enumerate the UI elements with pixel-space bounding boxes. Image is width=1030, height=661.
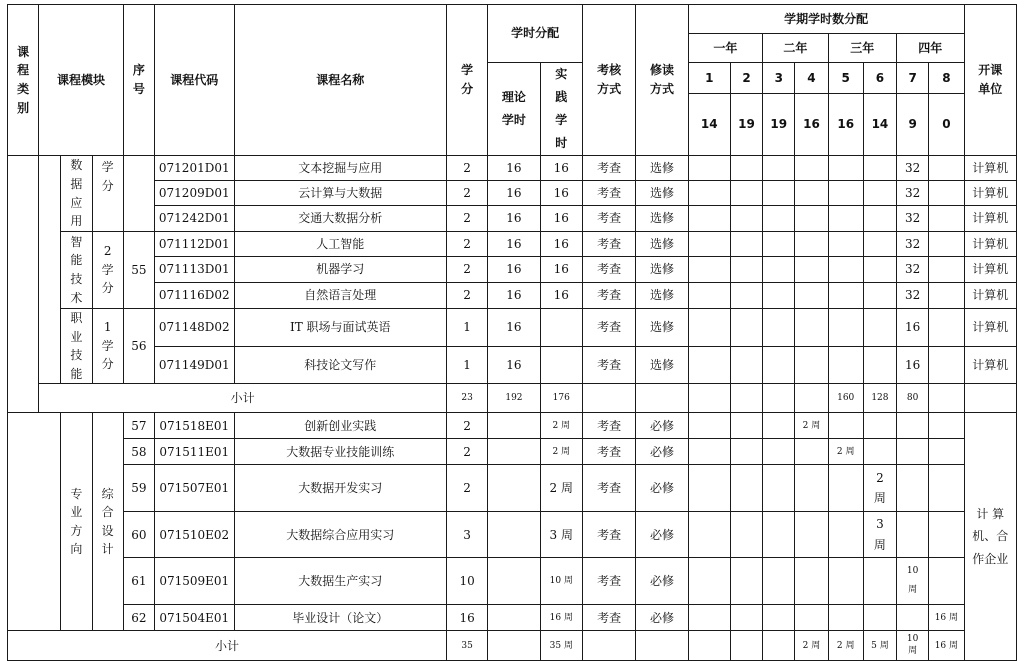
table-row <box>8 558 1017 605</box>
semester-5: 5 <box>828 63 863 94</box>
semester-4: 4 <box>795 63 828 94</box>
course-assess: 考查 <box>582 283 635 309</box>
course-assess: 考查 <box>582 439 635 465</box>
seq-55: 55 <box>123 232 154 309</box>
subtotal-s8: 16 周 <box>929 631 964 661</box>
course-dept: 计算机 <box>964 206 1017 232</box>
weeks-4: 16 <box>795 94 828 156</box>
course-seq: 57 <box>123 413 154 439</box>
course-study: 必修 <box>636 558 688 605</box>
course-theory: 16 <box>488 232 540 257</box>
table-row <box>8 465 1017 512</box>
course-study: 必修 <box>636 439 688 465</box>
course-study: 选修 <box>636 156 688 181</box>
course-s5: 2 周 <box>828 439 863 465</box>
course-credit: 3 <box>446 512 487 558</box>
weeks-3: 19 <box>763 94 795 156</box>
course-study: 选修 <box>636 206 688 232</box>
course-practice: 3 周 <box>540 512 582 558</box>
course-s4: 2 周 <box>795 413 828 439</box>
course-practice: 16 <box>540 206 582 232</box>
course-practice <box>540 346 582 384</box>
subtotal-row <box>8 631 1017 661</box>
course-seq: 60 <box>123 512 154 558</box>
module-career-credit: 1学分 <box>92 309 123 384</box>
course-credit: 2 <box>446 156 487 181</box>
course-dept: 计算机 <box>964 283 1017 309</box>
direction-spacer <box>8 413 61 631</box>
course-theory: 16 <box>488 206 540 232</box>
course-credit: 1 <box>446 346 487 384</box>
header-code: 课程代码 <box>154 5 234 156</box>
course-code: 071518E01 <box>154 413 234 439</box>
course-study: 选修 <box>636 283 688 309</box>
subtotal-s5: 160 <box>828 384 863 413</box>
course-credit: 2 <box>446 439 487 465</box>
course-name: 毕业设计（论文） <box>234 605 446 631</box>
subtotal-label: 小计 <box>39 384 447 413</box>
course-practice: 16 <box>540 257 582 283</box>
table-row <box>8 413 1017 439</box>
course-theory: 16 <box>488 181 540 206</box>
course-study: 必修 <box>636 512 688 558</box>
subtotal-credit: 35 <box>446 631 487 661</box>
course-practice <box>540 309 582 347</box>
subtotal-s4: 2 周 <box>795 631 828 661</box>
course-s6: 3 周 <box>863 512 896 558</box>
course-seq: 62 <box>123 605 154 631</box>
header-year-4: 四年 <box>897 34 964 63</box>
course-study: 必修 <box>636 413 688 439</box>
course-code: 071511E01 <box>154 439 234 465</box>
course-name: 文本挖掘与应用 <box>234 156 446 181</box>
course-study: 选修 <box>636 232 688 257</box>
header-name: 课程名称 <box>234 5 446 156</box>
table-row <box>8 605 1017 631</box>
course-assess: 考查 <box>582 206 635 232</box>
course-theory: 16 <box>488 346 540 384</box>
curriculum-table <box>7 4 1017 661</box>
module-direction: 专业方向 <box>61 413 92 631</box>
course-credit: 16 <box>446 605 487 631</box>
course-study: 选修 <box>636 309 688 347</box>
table-row <box>8 257 1017 283</box>
course-assess: 考查 <box>582 465 635 512</box>
course-code: 071148D02 <box>154 309 234 347</box>
header-theory: 理论学时 <box>488 63 540 156</box>
course-code: 071504E01 <box>154 605 234 631</box>
course-s7: 16 <box>897 309 929 347</box>
course-theory: 16 <box>488 283 540 309</box>
course-s7: 16 <box>897 346 929 384</box>
course-credit: 10 <box>446 558 487 605</box>
course-assess: 考查 <box>582 512 635 558</box>
course-name: 人工智能 <box>234 232 446 257</box>
course-practice: 16 <box>540 181 582 206</box>
course-code: 071510E02 <box>154 512 234 558</box>
table-row <box>8 309 1017 347</box>
subtotal-row <box>8 384 1017 413</box>
course-assess: 考查 <box>582 558 635 605</box>
header-year-2: 二年 <box>763 34 828 63</box>
module-ai: 智能技术 <box>61 232 92 309</box>
subtotal-label: 小计 <box>8 631 447 661</box>
subtotal-practice: 176 <box>540 384 582 413</box>
table-row <box>8 346 1017 384</box>
header-assess: 考核方式 <box>582 5 635 156</box>
table-row <box>8 156 1017 181</box>
course-study: 选修 <box>636 181 688 206</box>
module-spacer <box>39 156 61 384</box>
seq-56: 56 <box>123 309 154 384</box>
weeks-5: 16 <box>828 94 863 156</box>
course-dept: 计算机 <box>964 257 1017 283</box>
course-s7: 32 <box>897 156 929 181</box>
subtotal-s5: 2 周 <box>828 631 863 661</box>
header-hours-dist: 学时分配 <box>488 5 583 63</box>
header-module: 课程模块 <box>39 5 124 156</box>
course-code: 071116D02 <box>154 283 234 309</box>
weeks-7: 9 <box>897 94 929 156</box>
course-credit: 2 <box>446 181 487 206</box>
subtotal-s7: 10 周 <box>897 631 929 661</box>
weeks-1: 14 <box>688 94 730 156</box>
course-practice: 2 周 <box>540 465 582 512</box>
course-practice: 16 周 <box>540 605 582 631</box>
course-seq: 61 <box>123 558 154 605</box>
header-dept: 开课单位 <box>964 5 1017 156</box>
course-credit: 2 <box>446 257 487 283</box>
course-name: 交通大数据分析 <box>234 206 446 232</box>
course-name: 大数据专业技能训练 <box>234 439 446 465</box>
course-dept: 计算机 <box>964 156 1017 181</box>
course-theory: 16 <box>488 309 540 347</box>
course-dept: 计算机 <box>964 309 1017 347</box>
course-assess: 考查 <box>582 257 635 283</box>
subtotal-credit: 23 <box>446 384 487 413</box>
course-credit: 2 <box>446 206 487 232</box>
table-row <box>8 181 1017 206</box>
course-seq: 59 <box>123 465 154 512</box>
semester-3: 3 <box>763 63 795 94</box>
table-row <box>8 232 1017 257</box>
module-data-app: 数据应用 <box>61 156 92 232</box>
course-code: 071209D01 <box>154 181 234 206</box>
header-semester-dist: 学期学时数分配 <box>688 5 964 34</box>
table-row <box>8 439 1017 465</box>
course-credit: 1 <box>446 309 487 347</box>
module-comprehensive: 综合设计 <box>92 413 123 631</box>
course-practice: 16 <box>540 283 582 309</box>
weeks-8: 0 <box>929 94 964 156</box>
course-name: 创新创业实践 <box>234 413 446 439</box>
course-credit: 2 <box>446 232 487 257</box>
course-s6: 2 周 <box>863 465 896 512</box>
course-s8: 16 周 <box>929 605 964 631</box>
course-practice: 16 <box>540 232 582 257</box>
course-theory: 16 <box>488 156 540 181</box>
course-assess: 考查 <box>582 156 635 181</box>
weeks-6: 14 <box>863 94 896 156</box>
header-practice: 实践学时 <box>540 63 582 156</box>
header-credit: 学分 <box>446 5 487 156</box>
course-assess: 考查 <box>582 309 635 347</box>
course-theory: 16 <box>488 257 540 283</box>
course-practice: 2 周 <box>540 413 582 439</box>
course-name: 大数据开发实习 <box>234 465 446 512</box>
header-year-3: 三年 <box>828 34 896 63</box>
course-assess: 考查 <box>582 605 635 631</box>
course-study: 选修 <box>636 257 688 283</box>
course-credit: 2 <box>446 283 487 309</box>
subtotal-s6: 5 周 <box>863 631 896 661</box>
course-practice: 10 周 <box>540 558 582 605</box>
course-code: 071201D01 <box>154 156 234 181</box>
semester-2: 2 <box>730 63 762 94</box>
table-row <box>8 512 1017 558</box>
module-career: 职业技能 <box>61 309 92 384</box>
weeks-2: 19 <box>730 94 762 156</box>
module-data-app-credit: 学分 <box>92 156 123 232</box>
module-ai-credit: 2学分 <box>92 232 123 309</box>
semester-1: 1 <box>688 63 730 94</box>
course-name: 大数据综合应用实习 <box>234 512 446 558</box>
course-assess: 考查 <box>582 181 635 206</box>
course-assess: 考查 <box>582 232 635 257</box>
course-name: 大数据生产实习 <box>234 558 446 605</box>
header-year-1: 一年 <box>688 34 763 63</box>
course-name: 自然语言处理 <box>234 283 446 309</box>
course-s7: 32 <box>897 232 929 257</box>
semester-8: 8 <box>929 63 964 94</box>
header-category: 课程类别 <box>8 5 39 156</box>
course-name: 机器学习 <box>234 257 446 283</box>
course-name: IT 职场与面试英语 <box>234 309 446 347</box>
course-s7: 32 <box>897 283 929 309</box>
course-name: 科技论文写作 <box>234 346 446 384</box>
table-row <box>8 206 1017 232</box>
subtotal-s6: 128 <box>863 384 896 413</box>
course-name: 云计算与大数据 <box>234 181 446 206</box>
course-study: 选修 <box>636 346 688 384</box>
course-s7: 32 <box>897 181 929 206</box>
course-assess: 考查 <box>582 346 635 384</box>
course-study: 必修 <box>636 465 688 512</box>
course-seq: 58 <box>123 439 154 465</box>
semester-6: 6 <box>863 63 896 94</box>
course-practice: 2 周 <box>540 439 582 465</box>
semester-7: 7 <box>897 63 929 94</box>
course-s7: 10 周 <box>897 558 929 605</box>
course-s7: 32 <box>897 206 929 232</box>
course-practice: 16 <box>540 156 582 181</box>
course-study: 必修 <box>636 605 688 631</box>
course-dept: 计算机 <box>964 346 1017 384</box>
course-dept: 计算机 <box>964 181 1017 206</box>
course-code: 071149D01 <box>154 346 234 384</box>
course-code: 071113D01 <box>154 257 234 283</box>
course-code: 071507E01 <box>154 465 234 512</box>
course-credit: 2 <box>446 413 487 439</box>
course-assess: 考查 <box>582 413 635 439</box>
course-dept: 计算机 <box>964 232 1017 257</box>
course-code: 071242D01 <box>154 206 234 232</box>
subtotal-practice: 35 周 <box>540 631 582 661</box>
subtotal-s7: 80 <box>897 384 929 413</box>
course-code: 071112D01 <box>154 232 234 257</box>
header-study: 修读方式 <box>636 5 688 156</box>
course-s7: 32 <box>897 257 929 283</box>
header-seq: 序号 <box>123 5 154 156</box>
table-row <box>8 283 1017 309</box>
subtotal-theory: 192 <box>488 384 540 413</box>
course-credit: 2 <box>446 465 487 512</box>
seq-cell <box>123 156 154 232</box>
dept-merged: 计 算机、合作企业 <box>964 413 1017 661</box>
course-code: 071509E01 <box>154 558 234 605</box>
category-cell <box>8 156 39 413</box>
